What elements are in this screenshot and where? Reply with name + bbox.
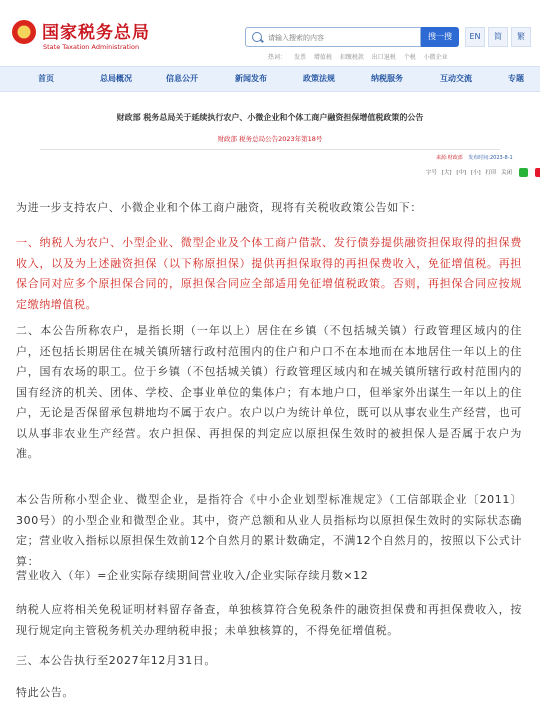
paragraph-4: 纳税人应将相关免税证明材料留存备查，单独核算符合免税条件的融资担保费和再担保费收入，按现行规定向主管税务机关办理纳税申报；未单独核算的，不得免征增值税。	[16, 603, 522, 637]
font-small-button[interactable]: [小]	[470, 170, 481, 176]
nav-item-overview[interactable]: 总局概况	[100, 74, 132, 83]
nav-item-info-disclosure[interactable]: 信息公开	[166, 74, 198, 83]
hot-word[interactable]: 发票	[293, 54, 306, 61]
search-button[interactable]: 搜一搜	[421, 27, 459, 47]
intro-paragraph: 为进一步支持农户、小微企业和个体工商户融资，现将有关税收政策公告如下：	[16, 201, 422, 214]
weibo-share-icon[interactable]	[535, 168, 540, 177]
document-number: 财政部 税务总局公告2023年第18号	[217, 135, 323, 143]
article-meta	[436, 154, 513, 161]
closing-paragraph: 特此公告。	[16, 686, 74, 699]
lang-traditional-button[interactable]: 繁	[511, 27, 531, 47]
nav-item-policies[interactable]: 政策法规	[303, 74, 335, 83]
search-box[interactable]	[245, 27, 421, 47]
close-button[interactable]: 关闭	[501, 170, 513, 176]
nav-item-interaction[interactable]: 互动交流	[440, 74, 472, 83]
hot-word[interactable]: 小微企业	[423, 54, 448, 61]
hot-words-label: 热词：	[268, 54, 287, 61]
site-header	[0, 0, 540, 62]
paragraph-2: 二、本公告所称农户，是指长期（一年以上）居住在乡镇（不包括城关镇）行政管理区域内的住户，还包括长期居住在城关镇所辖行政村范围内的住户和户口不在本地而在本地居住一年以上的住户，国有农场的职工。位于乡镇（不包括城关镇）行政管理区域内和在城关镇所辖行政村范围内的国有经济的机关、团体、学校、企事业单位的集体户；有本地户口，但举家外出谋生一年以上的住户，无论是否保留承包耕地均不属于农户。农户以户为统计单位，既可以从事农业生产经营，也可以从事非农业生产经营。农户担保、再担保的判定应以原担保生效时的被担保人是否属于农户为准。	[16, 324, 522, 460]
paragraph-3: 本公告所称小型企业、微型企业，是指符合《中小企业划型标准规定》（工信部联企业〔2011〕300号）的小型企业和微型企业。其中，资产总额和从业人员指标均以原担保生效时的实际状态确定；营业收入指标以原担保生效前12个自然月的累计数确定，不满12个自然月的，按照以下公式计算：	[16, 493, 522, 568]
site-name-en: State Taxation Administration	[43, 43, 140, 51]
nav-item-topics[interactable]: 专题	[508, 74, 524, 83]
lang-simplified-button[interactable]: 简	[488, 27, 508, 47]
article-tools	[426, 168, 540, 180]
print-button[interactable]: 打印	[485, 170, 497, 176]
search-input[interactable]	[266, 30, 420, 46]
formula-paragraph: 营业收入（年）=企业实际存续期间营业收入/企业实际存续月数×12	[16, 569, 369, 582]
hot-words	[268, 52, 454, 61]
font-medium-button[interactable]: [中]	[456, 170, 467, 176]
hot-word[interactable]: 个税	[403, 54, 416, 61]
nav-item-home[interactable]: 首页	[38, 74, 54, 83]
nav-item-tax-service[interactable]: 纳税服务	[371, 74, 403, 83]
nav-item-news[interactable]: 新闻发布	[235, 74, 267, 83]
main-nav	[0, 66, 540, 92]
divider	[40, 149, 500, 150]
hot-word[interactable]: 扣缴税款	[339, 54, 364, 61]
search-icon	[252, 32, 262, 42]
font-large-button[interactable]: [大]	[441, 170, 452, 176]
wechat-share-icon[interactable]	[519, 168, 528, 177]
paragraph-5: 三、本公告执行至2027年12月31日。	[16, 654, 216, 667]
paragraph-1: 一、纳税人为农户、小型企业、微型企业及个体工商户借款、发行债券提供融资担保取得的担保费收入，以及为上述融资担保（以下称原担保）提供再担保取得的再担保费收入，免征增值税。再担保合同对应多个原担保合同的，原担保合同应全部适用免征增值税政策。否则，再担保合同应按规定缴纳增值税。	[16, 236, 522, 311]
lang-en-button[interactable]: EN	[465, 27, 485, 47]
hot-word[interactable]: 出口退税	[371, 54, 396, 61]
article-date: 发布时间:2023-8-1	[468, 155, 513, 161]
font-size-label: 字号	[426, 170, 438, 176]
article-source: 来源:财政部	[436, 155, 463, 161]
national-emblem-icon	[12, 20, 36, 44]
hot-word[interactable]: 增值税	[313, 54, 332, 61]
article-title: 财政部 税务总局关于延续执行农户、小微企业和个体工商户融资担保增值税政策的公告	[116, 113, 424, 122]
site-name[interactable]: 国家税务总局	[42, 23, 150, 43]
